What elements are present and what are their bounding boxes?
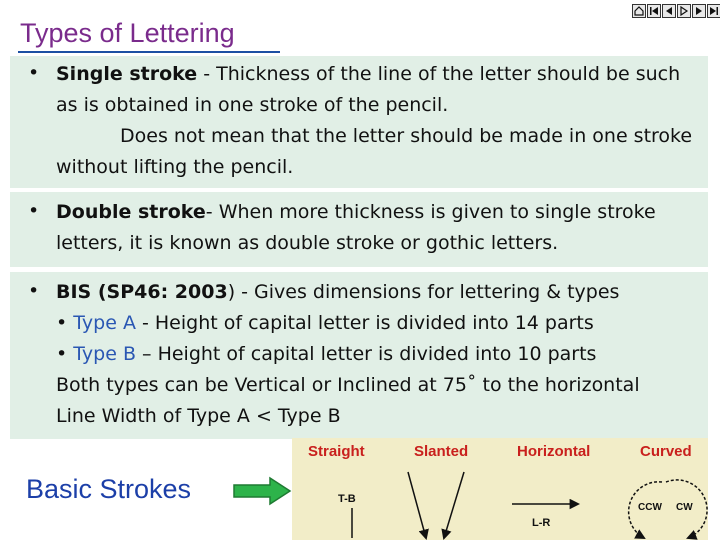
bis-term: BIS (SP46: 2003 bbox=[56, 281, 228, 303]
type-b-line bbox=[56, 339, 702, 370]
type-b-desc: – Height of capital letter is divided into 10 parts bbox=[135, 343, 597, 365]
basic-strokes-figure bbox=[292, 438, 708, 540]
bis-text bbox=[56, 277, 702, 432]
single-stroke-note-text: Does not mean that the letter should be made in one stroke without lifting the pencil. bbox=[56, 125, 693, 178]
strokes-diagram bbox=[292, 438, 708, 540]
play-icon[interactable] bbox=[677, 4, 691, 18]
double-stroke-text bbox=[56, 197, 702, 259]
bullet: • bbox=[56, 312, 68, 334]
slanted-stroke-left bbox=[408, 472, 426, 538]
straight-heading: Straight bbox=[308, 443, 365, 460]
orientation-line: Both types can be Vertical or Inclined at 75˚ to the horizontal bbox=[56, 374, 640, 396]
double-stroke-desc: - When more thickness is given to single stroke letters, it is known as double stroke or gothic letters. bbox=[56, 201, 656, 254]
single-stroke-text bbox=[56, 59, 702, 183]
first-icon[interactable] bbox=[647, 4, 661, 18]
type-a-label: Type A bbox=[73, 312, 136, 334]
slide-navigation bbox=[632, 4, 720, 18]
slanted-stroke-right bbox=[444, 472, 464, 538]
type-a-desc: - Height of capital letter is divided into 14 parts bbox=[135, 312, 594, 334]
right-arrow-icon bbox=[232, 476, 292, 506]
ccw-label: CCW bbox=[638, 502, 662, 513]
bis-desc: - Gives dimensions for lettering & types bbox=[235, 281, 620, 303]
cw-label: CW bbox=[676, 502, 693, 513]
bullet: • bbox=[28, 280, 40, 302]
double-stroke-term: Double stroke bbox=[56, 201, 206, 223]
type-a-line bbox=[56, 308, 702, 339]
prev-icon[interactable] bbox=[662, 4, 676, 18]
next-icon[interactable] bbox=[692, 4, 706, 18]
bullet: • bbox=[28, 200, 40, 222]
title-underline bbox=[18, 51, 280, 53]
horizontal-heading: Horizontal bbox=[517, 443, 591, 460]
home-icon[interactable] bbox=[632, 4, 646, 18]
basic-strokes-label: Basic Strokes bbox=[26, 474, 192, 504]
tb-label: T-B bbox=[338, 493, 356, 505]
slanted-heading: Slanted bbox=[414, 443, 469, 460]
curved-heading: Curved bbox=[640, 443, 692, 460]
type-b-label: Type B bbox=[73, 343, 136, 365]
bullet: • bbox=[56, 343, 68, 365]
bis-panel bbox=[10, 272, 708, 439]
double-stroke-panel bbox=[10, 192, 708, 267]
single-stroke-panel bbox=[10, 56, 708, 188]
page-title: Types of Lettering bbox=[20, 18, 235, 48]
line-width-line: Line Width of Type A < Type B bbox=[56, 405, 341, 427]
bis-close: ) bbox=[227, 281, 236, 303]
single-stroke-note bbox=[448, 94, 512, 116]
single-stroke-desc: - Thickness of the line of the letter should be such as is obtained in one stroke of the pencil. bbox=[56, 63, 681, 116]
lr-label: L-R bbox=[532, 517, 551, 529]
last-icon[interactable] bbox=[707, 4, 720, 18]
bullet: • bbox=[28, 62, 40, 84]
single-stroke-term: Single stroke bbox=[56, 63, 198, 85]
